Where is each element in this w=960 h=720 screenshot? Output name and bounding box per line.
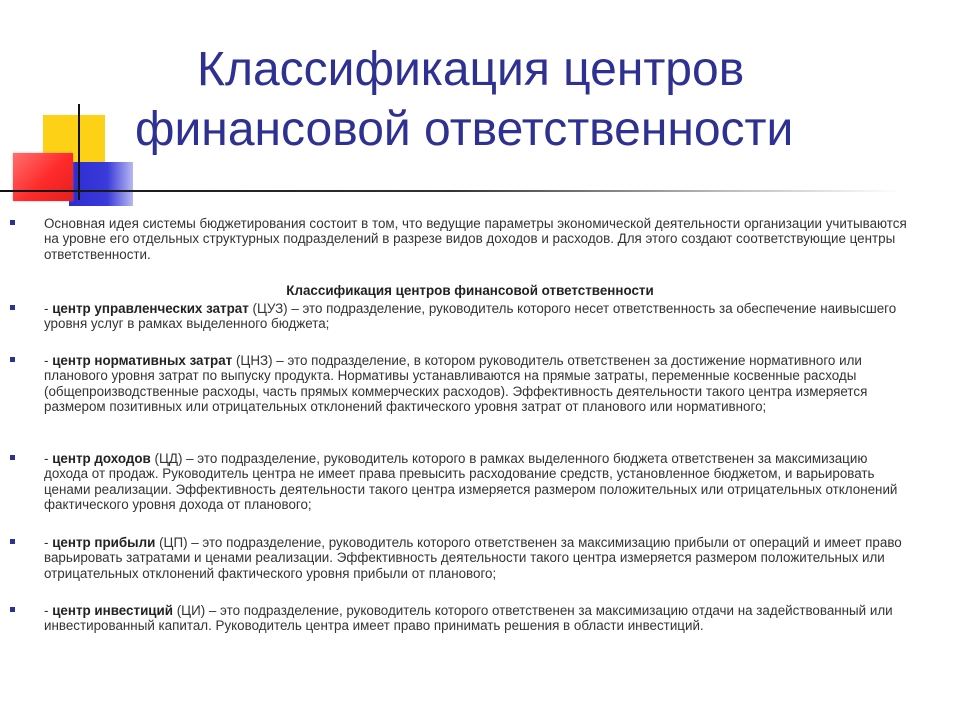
bullet-icon (10, 539, 15, 544)
item-term: центр прибыли (52, 535, 156, 550)
list-item (44, 353, 914, 414)
intro-paragraph (44, 216, 914, 262)
item-prefix: - (44, 353, 53, 368)
item-prefix: - (44, 535, 53, 550)
item-prefix: - (44, 451, 53, 466)
slide-title-line1: Классификация центров (197, 43, 745, 96)
item-text: (ЦП) – это подразделение, руководитель которого ответственен за максимизацию прибыли от операций и имеет право варьировать затратами и ценами реализации. Эффективность деятельности такого центра измеряется размером положительных или отрицательных отклонений фактического уровня прибыли от планового; (44, 535, 902, 581)
item-term: центр доходов (52, 451, 151, 466)
item-text: (ЦД) – это подразделение, руководитель которого в рамках выделенного бюджета ответственен за максимизацию дохода от продаж. Руководитель центра не имеет права превысить расходование средств, установленное бюджетом, и варьировать ценами реализации. Эффективность деятельности такого центра измеряется размером положительных или отрицательных отклонений фактического уровня дохода от планового; (44, 451, 898, 512)
item-term: центр нормативных затрат (52, 353, 233, 368)
item-term: центр управленческих затрат (52, 301, 249, 316)
intro-text: Основная идея системы бюджетирования состоит в том, что ведущие параметры экономической деятельности организации учитываются на уровне его отдельных структурных подразделений в разрезе видов доходов и расходов. Для этого создают соответствующие центры ответственности. (44, 216, 907, 262)
list-item (44, 535, 914, 581)
list-item (44, 603, 914, 634)
bullet-icon (10, 455, 15, 460)
item-prefix: - (44, 603, 53, 618)
item-text: (ЦИ) – это подразделение, руководитель которого ответственен за максимизацию отдачи на задействованный или инвестированный капитал. Руководитель центра имеет право принимать решения в области инвестиций. (44, 603, 893, 634)
bullet-icon (10, 305, 15, 310)
item-text: (ЦУЗ) – это подразделение, руководитель которого несет ответственность за обеспечение наивысшего уровня услуг в рамках выделенного бюджета; (44, 301, 897, 332)
item-text: (ЦНЗ) – это подразделение, в котором руководитель ответственен за достижение нормативного или планового уровня затрат по выпуску продукта. Нормативы устанавливаются на прямые затраты, переменные косвенные расходы (общепроизводственные расходы, часть прямых коммерческих расходов). Эффективность деятельности такого центра измеряется размером позитивных или отрицательных отклонений фактического уровня затрат от планового или нормативного; (44, 353, 868, 414)
slide-title-line2: финансовой ответственности (135, 103, 794, 156)
bullet-icon (10, 220, 15, 225)
classification-subheading: Классификация центров финансовой ответственности (286, 283, 654, 298)
bullet-icon (10, 357, 15, 362)
list-item (44, 301, 914, 332)
bullet-icon (10, 607, 15, 612)
list-item (44, 451, 914, 512)
item-term: центр инвестиций (52, 603, 173, 618)
item-prefix: - (44, 301, 53, 316)
